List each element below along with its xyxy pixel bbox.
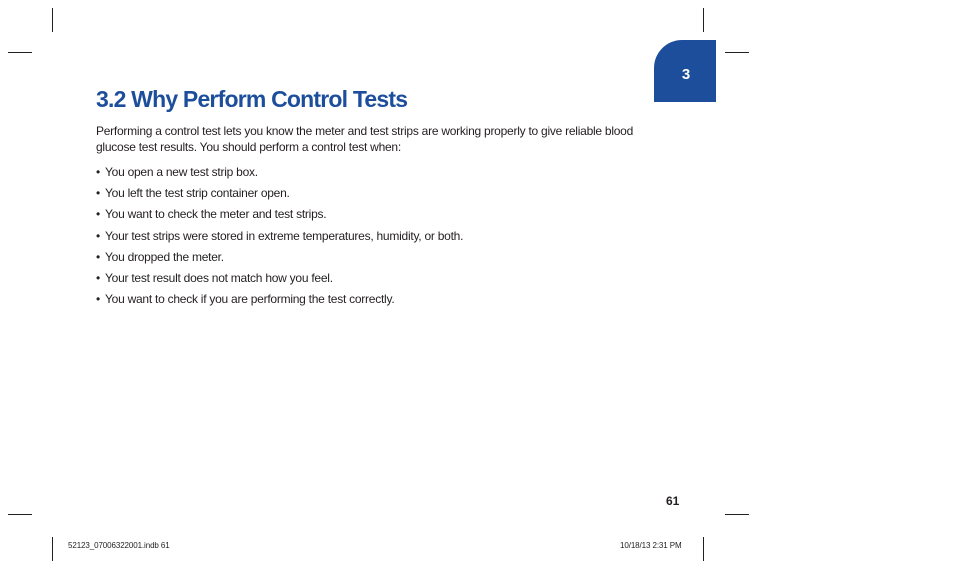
- list-item: [96, 270, 463, 291]
- bullet-mark: •: [96, 207, 100, 222]
- list-item: [96, 228, 463, 249]
- bullet-mark: •: [96, 186, 100, 201]
- bullet-mark: •: [96, 270, 100, 285]
- list-item-text: You want to check the meter and test strips.: [105, 207, 327, 222]
- section-title: 3.2 Why Perform Control Tests: [96, 86, 408, 112]
- chapter-tab: [654, 40, 716, 102]
- list-item-text: You left the test strip container open.: [105, 186, 290, 201]
- bullet-mark: •: [96, 228, 100, 243]
- chapter-number: 3: [681, 65, 691, 83]
- list-item: [96, 249, 463, 270]
- crop-mark-bottom-left-vertical: [52, 537, 53, 561]
- intro-paragraph: Performing a control test lets you know the meter and test strips are working properly to give reliable blood glucose test results. You should perform a control test when:: [96, 124, 634, 154]
- list-item: [96, 206, 463, 227]
- list-item-text: You open a new test strip box.: [105, 165, 258, 179]
- crop-mark-top-right-horizontal: [725, 52, 749, 53]
- crop-mark-top-right-vertical: [703, 8, 704, 32]
- print-slug-file: 52123_07006322001.indb 61: [68, 541, 170, 550]
- crop-mark-bottom-left-horizontal: [8, 514, 32, 515]
- list-item: [96, 291, 463, 312]
- list-item: [96, 185, 463, 206]
- print-slug-datetime: 10/18/13 2:31 PM: [620, 541, 682, 550]
- list-item-text: You dropped the meter.: [105, 249, 224, 264]
- bullet-list: [96, 164, 463, 312]
- bullet-mark: •: [96, 165, 100, 179]
- list-item: [96, 164, 463, 185]
- page-number: 61: [666, 494, 680, 508]
- crop-mark-bottom-right-vertical: [703, 537, 704, 561]
- bullet-mark: •: [96, 249, 100, 264]
- list-item-text: You want to check if you are performing the test correctly.: [105, 292, 395, 307]
- list-item-text: Your test result does not match how you feel.: [105, 270, 333, 285]
- crop-mark-top-left-horizontal: [8, 52, 32, 53]
- bullet-mark: •: [96, 292, 100, 307]
- crop-mark-bottom-right-horizontal: [725, 514, 749, 515]
- crop-mark-top-left-vertical: [52, 8, 53, 32]
- list-item-text: Your test strips were stored in extreme temperatures, humidity, or both.: [105, 228, 464, 243]
